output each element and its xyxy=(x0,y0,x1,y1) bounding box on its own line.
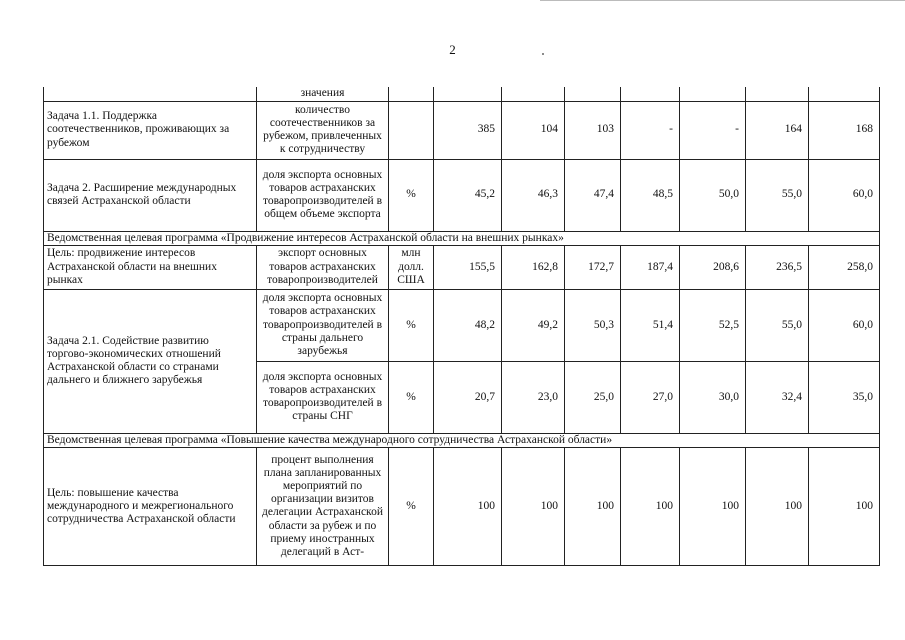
page-number: 2 xyxy=(449,42,456,57)
task-cell: Цель: повышение качества международного и межрегионального сотрудничества Астраханской области xyxy=(44,447,257,565)
value-cell: 48,5 xyxy=(621,159,680,231)
value-cell: 55,0 xyxy=(746,159,809,231)
value-cell: 23,0 xyxy=(502,361,565,433)
top-edge-line xyxy=(540,0,905,3)
unit-cell: % xyxy=(389,447,434,565)
indicators-table xyxy=(43,87,880,566)
table-row xyxy=(44,289,880,361)
unit-cell xyxy=(389,101,434,159)
table-row xyxy=(44,447,880,565)
value-cell: 50,3 xyxy=(565,289,621,361)
value-cell: 164 xyxy=(746,101,809,159)
task-cell: Задача 1.1. Поддержка соотечественников, проживающих за рубежом xyxy=(44,101,257,159)
value-cell: 45,2 xyxy=(434,159,502,231)
unit-cell: % xyxy=(389,159,434,231)
value-cell: 168 xyxy=(809,101,880,159)
value-cell: 48,2 xyxy=(434,289,502,361)
value-cell: 51,4 xyxy=(621,289,680,361)
value-cell: 104 xyxy=(502,101,565,159)
indicator-cell: экспорт основных товаров астраханских товаропроизводителей xyxy=(257,245,389,289)
value-cell: 27,0 xyxy=(621,361,680,433)
value-cell: 25,0 xyxy=(565,361,621,433)
program-row xyxy=(44,433,880,447)
program-title: Ведомственная целевая программа «Повышение качества международного сотрудничества Астраханской области» xyxy=(44,433,880,447)
value-cell: 258,0 xyxy=(809,245,880,289)
value-cell: 52,5 xyxy=(680,289,746,361)
indicator-cell: доля экспорта основных товаров астраханских товаропроизводителей в страны дальнего зарубежья xyxy=(257,289,389,361)
value-cell: 50,0 xyxy=(680,159,746,231)
value-cell: 385 xyxy=(434,101,502,159)
unit-cell: % xyxy=(389,289,434,361)
value-cell: 32,4 xyxy=(746,361,809,433)
value-cell: 60,0 xyxy=(809,159,880,231)
value-cell: 187,4 xyxy=(621,245,680,289)
indicator-cell: доля экспорта основных товаров астраханских товаропроизводителей в общем объеме экспорта xyxy=(257,159,389,231)
indicator-cell: доля экспорта основных товаров астраханских товаропроизводителей в страны СНГ xyxy=(257,361,389,433)
value-cell: 60,0 xyxy=(809,289,880,361)
value-cell: 103 xyxy=(565,101,621,159)
indicator-cell: значения xyxy=(257,87,389,101)
value-cell: 20,7 xyxy=(434,361,502,433)
value-cell: 155,5 xyxy=(434,245,502,289)
unit-cell: млн долл. США xyxy=(389,245,434,289)
value-cell: 100 xyxy=(680,447,746,565)
value-cell: 100 xyxy=(809,447,880,565)
value-cell: 49,2 xyxy=(502,289,565,361)
value-cell: 100 xyxy=(502,447,565,565)
value-cell: 100 xyxy=(621,447,680,565)
indicator-cell: количество соотечественников за рубежом, привлеченных к сотрудничеству xyxy=(257,101,389,159)
value-cell: 55,0 xyxy=(746,289,809,361)
table-row xyxy=(44,245,880,289)
value-cell: 100 xyxy=(434,447,502,565)
scan-dot xyxy=(542,53,544,55)
value-cell: 30,0 xyxy=(680,361,746,433)
table-row xyxy=(44,87,880,101)
value-cell: 100 xyxy=(746,447,809,565)
value-cell: 208,6 xyxy=(680,245,746,289)
value-cell: 162,8 xyxy=(502,245,565,289)
value-cell: 46,3 xyxy=(502,159,565,231)
unit-cell: % xyxy=(389,361,434,433)
task-cell: Задача 2. Расширение международных связей Астраханской области xyxy=(44,159,257,231)
indicator-cell: процент выполнения плана запланированных мероприятий по организации визитов делегации Астраханской области за рубеж и по приему иностранных делегаций в Аст- xyxy=(257,447,389,565)
program-title: Ведомственная целевая программа «Продвижение интересов Астраханской области на внешних рынках» xyxy=(44,231,880,245)
task-cell xyxy=(44,87,257,101)
value-cell: 47,4 xyxy=(565,159,621,231)
value-cell: 35,0 xyxy=(809,361,880,433)
value-cell: - xyxy=(621,101,680,159)
value-cell: 100 xyxy=(565,447,621,565)
task-cell: Задача 2.1. Содействие развитию торгово-экономических отношений Астраханской области со странами дальнего и ближнего зарубежья xyxy=(44,289,257,433)
value-cell: 236,5 xyxy=(746,245,809,289)
table-row xyxy=(44,101,880,159)
program-row xyxy=(44,231,880,245)
value-cell: - xyxy=(680,101,746,159)
task-cell: Цель: продвижение интересов Астраханской области на внешних рынках xyxy=(44,245,257,289)
value-cell: 172,7 xyxy=(565,245,621,289)
table-row xyxy=(44,159,880,231)
